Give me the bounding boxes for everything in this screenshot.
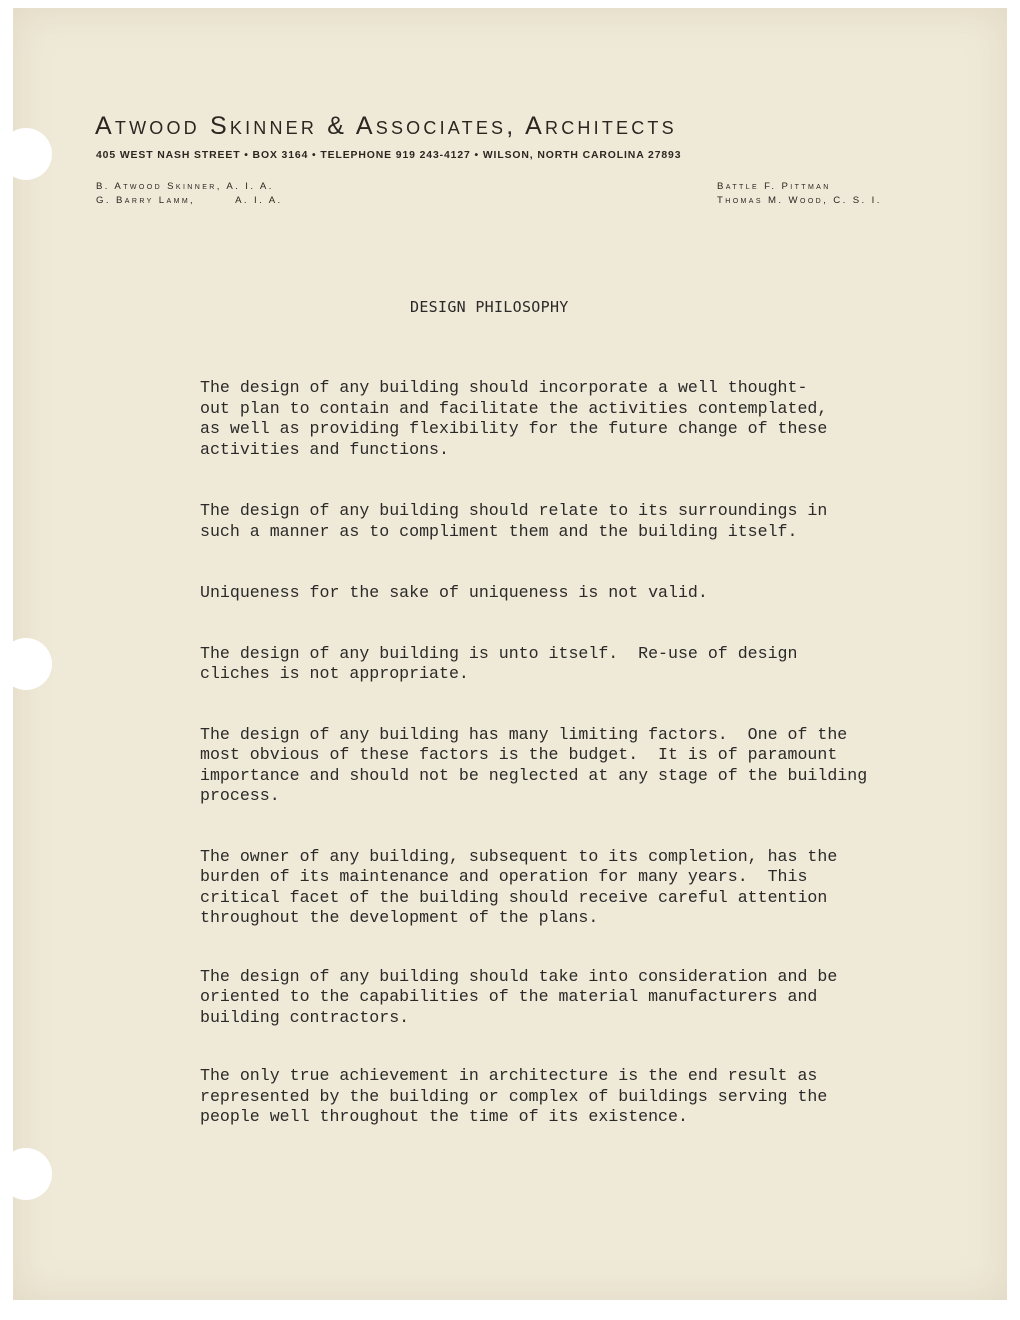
paragraph: The design of any building should take into consideration and be oriented to the capabilities of the material manufacturers and building contractors. xyxy=(200,966,838,1027)
partners-right xyxy=(717,180,882,208)
paragraph: The design of any building is unto itself. Re-use of design cliches is not appropriate. xyxy=(200,643,798,683)
partner-name: B. Atwood Skinner, A. I. A. xyxy=(96,181,274,192)
paragraph: The design of any building should incorporate a well thought- out plan to contain and facilitate the activities contemplated, as well as providing flexibility for the future change of these activities and functions. xyxy=(200,378,828,459)
partner-name: G. Barry Lamm, A. I. A. xyxy=(96,195,283,206)
binder-hole-middle xyxy=(0,638,52,690)
paragraph: The only true achievement in architecture is the end result as represented by the building or complex of buildings serving the people well throughout the time of its existence. xyxy=(200,1066,828,1126)
binder-hole-bottom xyxy=(0,1148,52,1200)
partner-name: Thomas M. Wood, C. S. I. xyxy=(717,195,882,206)
partners-left xyxy=(96,180,283,208)
paragraph: Uniqueness for the sake of uniqueness is not valid. xyxy=(200,583,708,602)
paragraph: The design of any building has many limiting factors. One of the most obvious of these factors is the budget. It is of paramount importance and should not be neglected at any stage of the building process. xyxy=(200,724,868,805)
document-body xyxy=(200,378,900,1128)
document-title: DESIGN PHILOSOPHY xyxy=(410,298,569,316)
letterhead-firm-name: Atwood Skinner & Associates, Architects xyxy=(95,112,677,140)
binder-hole-top xyxy=(0,128,52,180)
letterhead-address: 405 WEST NASH STREET • BOX 3164 • TELEPHONE 919 243-4127 • WILSON, NORTH CAROLINA 27893 xyxy=(96,150,682,161)
paragraph: The design of any building should relate to its surroundings in such a manner as to compliment them and the building itself. xyxy=(200,501,828,541)
partner-name: Battle F. Pittman xyxy=(717,181,831,192)
paragraph: The owner of any building, subsequent to its completion, has the burden of its maintenance and operation for many years. This critical facet of the building should receive careful attention throughout the development of the plans. xyxy=(200,846,838,927)
